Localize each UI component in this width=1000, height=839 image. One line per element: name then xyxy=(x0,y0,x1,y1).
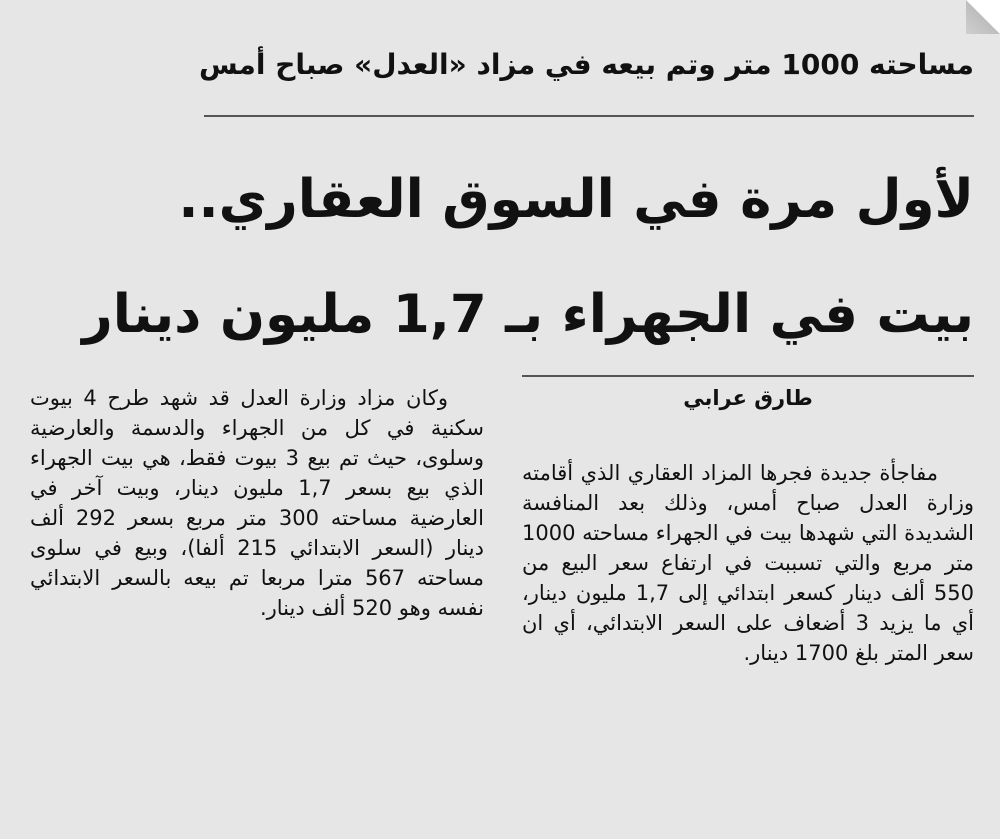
byline: طارق عرابي xyxy=(683,386,813,410)
headline-line-2: بيت في الجهراء بـ 1,7 مليون دينار xyxy=(82,284,974,345)
folded-corner xyxy=(966,0,1000,34)
article-body-column-left: وكان مزاد وزارة العدل قد شهد طرح 4 بيوت سكنية في كل من الجهراء والدسمة والعارضية وسلوى، حيث تم بيع 3 بيوت فقط، هي بيت الجهراء الذي بيع بسعر 1,7 مليون دينار، وبيت آخر في العارضية مساحته 300 متر مربع بسعر 292 ألف دينار (السعر الابتدائي 215 ألفا)، وبيع في سلوى مساحته 567 مترا مربعا تم بيعه بالسعر الابتدائي نفسه وهو 520 ألف دينار. xyxy=(30,386,485,620)
headline-line-1: لأول مرة في السوق العقاري.. xyxy=(178,169,974,230)
kicker-divider xyxy=(204,115,974,117)
byline-divider xyxy=(522,375,974,377)
article-body-column-right: مفاجأة جديدة فجرها المزاد العقاري الذي أقامته وزارة العدل صباح أمس، وذلك بعد المنافسة الشديدة التي شهدها بيت في الجهراء مساحته 1000 متر مربع والتي تسببت في ارتفاع سعر البيع من 550 ألف دينار كسعر ابتدائي إلى 1,7 مليون دينار، أي ما يزيد 3 أضعاف على السعر الابتدائي، أي ان سعر المتر بلغ 1700 دينار. xyxy=(522,461,974,665)
article-kicker: مساحته 1000 متر وتم بيعه في مزاد «العدل» صباح أمس xyxy=(198,48,974,81)
